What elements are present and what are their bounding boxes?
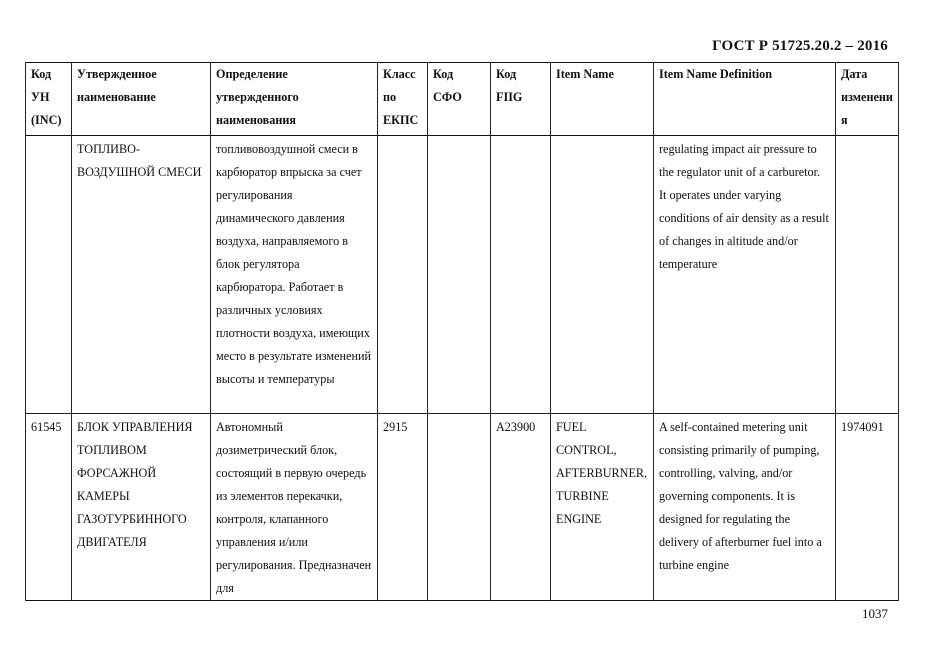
- cell-inc: [26, 136, 72, 414]
- cell-item-def: regulating impact air pressure to the regulator unit of a carburetor. It operates under varying conditions of air density as a result of changes in altitude and/or temperature: [654, 136, 836, 414]
- cell-definition: топливовоздушной смеси в карбюратор впрыска за счет регулирования динамического давления воздуха, направляемого в блок регулятора карбюратора. Работает в различных условиях плотности воздуха, имеющих место в результате изменений высоты и температуры: [211, 136, 378, 414]
- col-header-definition: Определение утвержденного наименования: [211, 63, 378, 136]
- cell-definition: Автономный дозиметрический блок, состоящий в первую очередь из элементов перекачки, контроля, клапанного управления и/или регулирования. Предназначен для: [211, 414, 378, 601]
- cell-date: [836, 136, 899, 414]
- cell-item-def: A self-contained metering unit consisting primarily of pumping, controlling, valving, and/or governing components. It is designed for regulating the delivery of afterburner fuel into a turbine engine: [654, 414, 836, 601]
- col-header-item-def: Item Name Definition: [654, 63, 836, 136]
- cell-name: ТОПЛИВО-ВОЗДУШНОЙ СМЕСИ: [72, 136, 211, 414]
- col-header-item-name: Item Name: [551, 63, 654, 136]
- document-title: ГОСТ Р 51725.20.2 – 2016: [712, 38, 888, 54]
- col-header-date: Дата изменения: [836, 63, 899, 136]
- col-header-class: Класс по ЕКПС: [378, 63, 428, 136]
- cell-name: БЛОК УПРАВЛЕНИЯ ТОПЛИВОМ ФОРСАЖНОЙ КАМЕРЫ ГАЗОТУРБИННОГО ДВИГАТЕЛЯ: [72, 414, 211, 601]
- cell-sfo: [428, 414, 491, 601]
- table-header-row: [26, 63, 899, 136]
- col-header-name: Утвержденное наименование: [72, 63, 211, 136]
- page-number: 1037: [862, 606, 888, 621]
- cell-class: 2915: [378, 414, 428, 601]
- col-header-sfo: Код СФО: [428, 63, 491, 136]
- cell-fiig: A23900: [491, 414, 551, 601]
- cell-item-name: FUEL CONTROL, AFTERBURNER, TURBINE ENGINE: [551, 414, 654, 601]
- table-row: [26, 414, 899, 601]
- cell-fiig: [491, 136, 551, 414]
- data-table: [25, 62, 899, 601]
- col-header-fiig: Код FIIG: [491, 63, 551, 136]
- table-row: [26, 136, 899, 414]
- cell-sfo: [428, 136, 491, 414]
- cell-class: [378, 136, 428, 414]
- col-header-inc: Код УН (INC): [26, 63, 72, 136]
- cell-item-name: [551, 136, 654, 414]
- cell-inc: 61545: [26, 414, 72, 601]
- cell-date: 1974091: [836, 414, 899, 601]
